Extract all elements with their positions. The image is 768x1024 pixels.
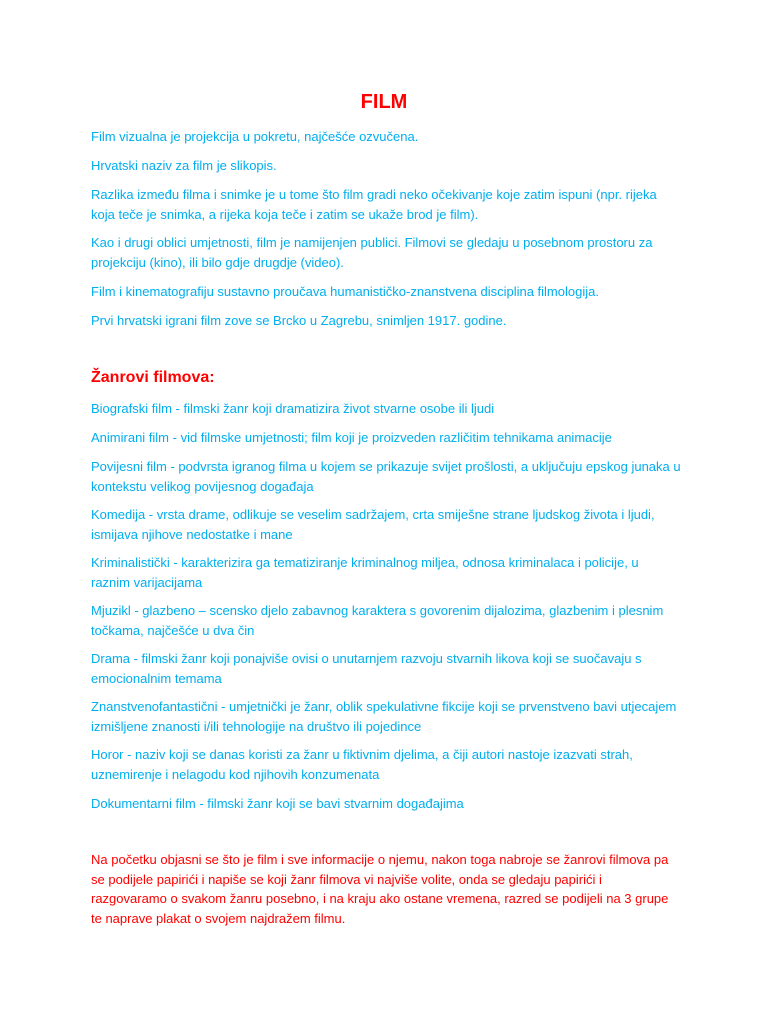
- intro-paragraph: Film vizualna je projekcija u pokretu, najčešće ozvučena.: [91, 129, 419, 144]
- genre-item: Animirani film - vid filmske umjetnosti; film koji je proizveden različitim tehnikama animacije: [91, 430, 612, 445]
- genre-item: Biografski film - filmski žanr koji dramatizira život stvarne osobe ili ljudi: [91, 401, 495, 416]
- intro-paragraph: Razlika između filma i snimke je u tome što film gradi neko očekivanje koje zatim ispuni (npr. rijeka koja teče je snimka, a rijeka koja teče i zatim se ukaže brod je film).: [91, 187, 657, 222]
- genre-item: Dokumentarni film - filmski žanr koji se bavi stvarnim događajima: [91, 796, 464, 811]
- genre-item: Komedija - vrsta drame, odlikuje se veselim sadržajem, crta smiješne strane ljudskog života i ljudi, ismijava njihove nedostatke i mane: [91, 507, 655, 542]
- genre-item: Mjuzikl - glazbeno – scensko djelo zabavnog karaktera s govorenim dijalozima, glazbenim i plesnim točkama, najčešće u dva čin: [91, 603, 664, 638]
- intro-paragraph: Kao i drugi oblici umjetnosti, film je namijenjen publici. Filmovi se gledaju u posebnom prostoru za projekciju (kino), ili bilo gdje drugdje (video).: [91, 235, 653, 270]
- intro-paragraph: Film i kinematografiju sustavno proučava humanističko-znanstvena disciplina filmologija.: [91, 284, 599, 299]
- genre-item: Drama - filmski žanr koji ponajviše ovisi o unutarnjem razvoju stvarnih likova koji se suočavaju s emocionalnim temama: [91, 651, 642, 686]
- closing-paragraph: Na početku objasni se što je film i sve informacije o njemu, nakon toga nabroje se žanrovi filmova pa se podijele papirići i napiše se koji žanr filmova vi najviše volite, onda se gledaju papirići i razgovaramo o svakom žanru posebno, i na kraju ako ostane vremena, razred se podijeli na 3 grupe te naprave plakat o svojem najdražem filmu.: [91, 852, 669, 926]
- intro-paragraph: Prvi hrvatski igrani film zove se Brcko u Zagrebu, snimljen 1917. godine.: [91, 313, 507, 328]
- genres-heading: Žanrovi filmova:: [91, 369, 215, 386]
- document-title: FILM: [360, 91, 408, 113]
- genre-item: Povijesni film - podvrsta igranog filma u kojem se prikazuje svijet prošlosti, a uključuju epskog junaka u kontekstu velikog povijesnog događaja: [91, 459, 681, 494]
- intro-paragraph: Hrvatski naziv za film je slikopis.: [91, 158, 277, 173]
- genre-item: Znanstvenofantastični - umjetnički je žanr, oblik spekulativne fikcije koji se prvenstveno bavi utjecajem izmišljene znanosti i/ili tehnologije na društvo ili pojedince: [91, 699, 677, 734]
- genre-item: Kriminalistički - karakterizira ga tematiziranje kriminalnog miljea, odnosa kriminalaca i policije, u raznim varijacijama: [91, 555, 639, 590]
- genre-item: Horor - naziv koji se danas koristi za žanr u fiktivnim djelima, a čiji autori nastoje izazvati strah, uznemirenje i nelagodu kod njihovih konzumenata: [91, 747, 633, 782]
